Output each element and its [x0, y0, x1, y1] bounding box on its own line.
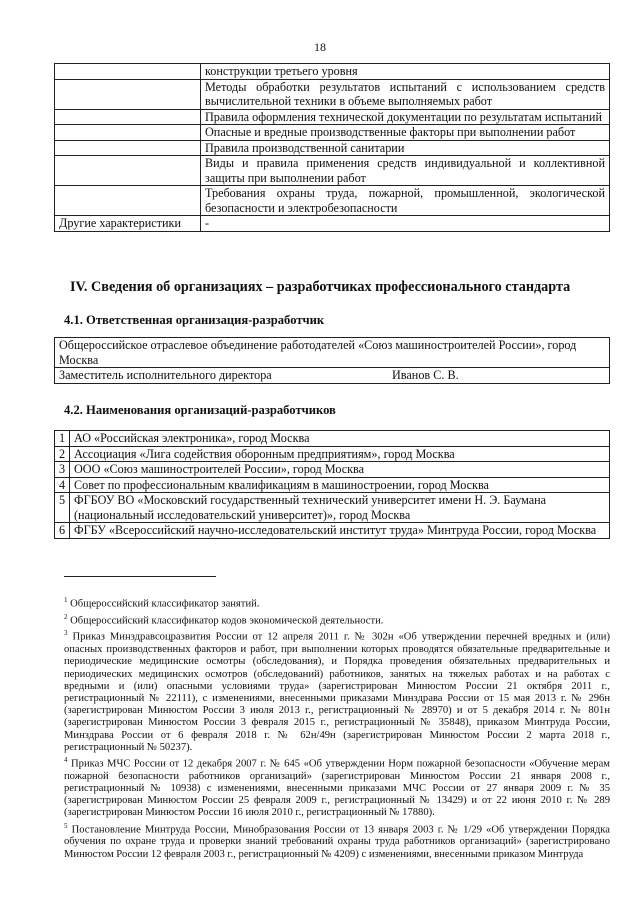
org-name: АО «Российская электроника», город Москва — [70, 431, 610, 447]
developer-orgs-heading: 4.2. Наименования организаций-разработчиков — [64, 403, 336, 417]
table-row — [55, 338, 610, 368]
footnote-text: Общероссийский классификатор занятий. — [70, 598, 260, 610]
footnote-text: Общероссийский классификатор кодов экономической деятельности. — [70, 615, 384, 627]
developer-orgs-table — [54, 430, 610, 539]
responsible-org-name: Общероссийское отраслевое объединение работодателей «Союз машиностроителей России», город Москва — [55, 338, 610, 368]
table-row — [55, 216, 610, 232]
footnote-text: Приказ МЧС России от 12 декабря 2007 г. № 645 «Об утверждении Норм пожарной безопасности «Обучение мерам пожарной безопасности работников организаций» (зарегистрирован Минюстом России 21 января 2008 г., регистрационный № 10938) с изменениями, внесенными приказами МЧС России от 27 января 2009 г. № 35 (зарегистрирован Минюстом России 25 февраля 2009 г., регистрационный № 13429) и от 22 июня 2010 г. № 289 (зарегистрирован Минюстом России 16 июля 2010 г., регистрационный № 17880). — [64, 758, 610, 819]
org-name: ФГБУ «Всероссийский научно-исследовательский институт труда» Минтруда России, город Москва — [70, 523, 610, 539]
footnote-number: 2 — [64, 612, 68, 621]
label-cell — [55, 109, 201, 125]
footnote-text: Постановление Минтруда России, Минобразования России от 13 января 2003 г. № 1/29 «Об утверждении Порядка обучения по охране труда и проверки знаний требований охраны труда работников организаций» (зарегистрировано Минюстом России 12 февраля 2003 г., регистрационный № 4209) с изменениями, внесенными приказом Минтруда — [64, 824, 610, 860]
row-number: 1 — [55, 431, 70, 447]
requirement-item: Правила оформления технической документации по результатам испытаний — [201, 109, 610, 125]
responsible-org-heading: 4.1. Ответственная организация-разработчик — [64, 313, 325, 327]
requirements-table — [54, 63, 610, 232]
requirement-item: Правила производственной санитарии — [201, 140, 610, 156]
other-characteristics-label: Другие характеристики — [55, 216, 201, 232]
footnote — [64, 754, 610, 820]
footnote-text: Приказ Минздравсоцразвития России от 12 апреля 2011 г. № 302н «Об утверждении перечней вредных и (или) опасных производственных факторов и работ, при выполнении которых проводятся обязательные предварительные и периодические медицинские осмотры (обследования), и Порядка проведения обязательных предварительных и периодических медицинских осмотров (обследований) работников, занятых на тяжелых работах и на работах с вредными и (или) опасными условиями труда» (зарегистрирован Минюстом России 21 октября 2011 г., регистрационный № 22111), с изменениями, внесенными приказами Минздрава России от 15 мая 2013 г. № 296н (зарегистрирован Минюстом России 3 июля 2013 г., регистрационный № 28970) и от 5 декабря 2014 г. № 801н (зарегистрирован Минюстом России 3 февраля 2015 г., регистрационный № 35848), приказом Минтруда России, Минздрава России от 6 февраля 2018 г. № 62н/49н (зарегистрирован Минюстом России 2 марта 2018 г., регистрационный № 50237). — [64, 632, 610, 753]
footnote — [64, 611, 610, 628]
label-cell — [55, 186, 201, 216]
footnote — [64, 627, 610, 754]
table-row — [55, 446, 610, 462]
org-name: Ассоциация «Лига содействия оборонным предприятиям», город Москва — [70, 446, 610, 462]
footnote-number: 3 — [64, 629, 68, 638]
row-number: 2 — [55, 446, 70, 462]
row-number: 5 — [55, 493, 70, 523]
responsible-position: Заместитель исполнительного директора — [59, 368, 272, 382]
footnote-number: 5 — [64, 821, 68, 830]
table-row — [55, 477, 610, 493]
label-cell — [55, 64, 201, 80]
page-number: 18 — [314, 40, 326, 54]
footnote — [64, 820, 610, 861]
org-name: ООО «Союз машиностроителей России», город Москва — [70, 462, 610, 478]
requirement-item: Опасные и вредные производственные факторы при выполнении работ — [201, 125, 610, 141]
row-number: 6 — [55, 523, 70, 539]
org-name: ФГБОУ ВО «Московский государственный технический университет имени Н. Э. Баумана (национальный исследовательский университет)», город Москва — [70, 493, 610, 523]
table-row — [55, 523, 610, 539]
requirement-item: Методы обработки результатов испытаний с использованием средств вычислительной техники в объеме выполняемых работ — [201, 79, 610, 109]
footnotes — [64, 594, 610, 861]
table-row — [55, 79, 610, 109]
table-row — [55, 140, 610, 156]
label-cell — [55, 79, 201, 109]
table-row — [55, 493, 610, 523]
table-row — [55, 368, 610, 384]
label-cell — [55, 125, 201, 141]
other-characteristics-value: - — [201, 216, 610, 232]
section-heading: IV. Сведения об организациях – разработчиках профессионального стандарта — [70, 279, 571, 295]
label-cell — [55, 140, 201, 156]
table-row — [55, 156, 610, 186]
footnote-divider — [64, 576, 216, 577]
responsible-person-cell — [55, 368, 610, 384]
footnote — [64, 594, 610, 611]
row-number: 4 — [55, 477, 70, 493]
label-cell — [55, 156, 201, 186]
row-number: 3 — [55, 462, 70, 478]
table-row — [55, 431, 610, 447]
table-row — [55, 186, 610, 216]
footnote-number: 1 — [64, 596, 68, 604]
org-name: Совет по профессиональным квалификациям в машиностроении, город Москва — [70, 477, 610, 493]
requirement-item: конструкции третьего уровня — [201, 64, 610, 80]
table-row — [55, 462, 610, 478]
footnote-number: 4 — [64, 756, 68, 765]
requirement-item: Требования охраны труда, пожарной, промышленной, экологической безопасности и электробезопасности — [201, 186, 610, 216]
responsible-org-table — [54, 337, 610, 384]
responsible-person: Иванов С. В. — [392, 368, 459, 382]
table-row — [55, 125, 610, 141]
requirement-item: Виды и правила применения средств индивидуальной и коллективной защиты при выполнении работ — [201, 156, 610, 186]
table-row — [55, 64, 610, 80]
table-row — [55, 109, 610, 125]
